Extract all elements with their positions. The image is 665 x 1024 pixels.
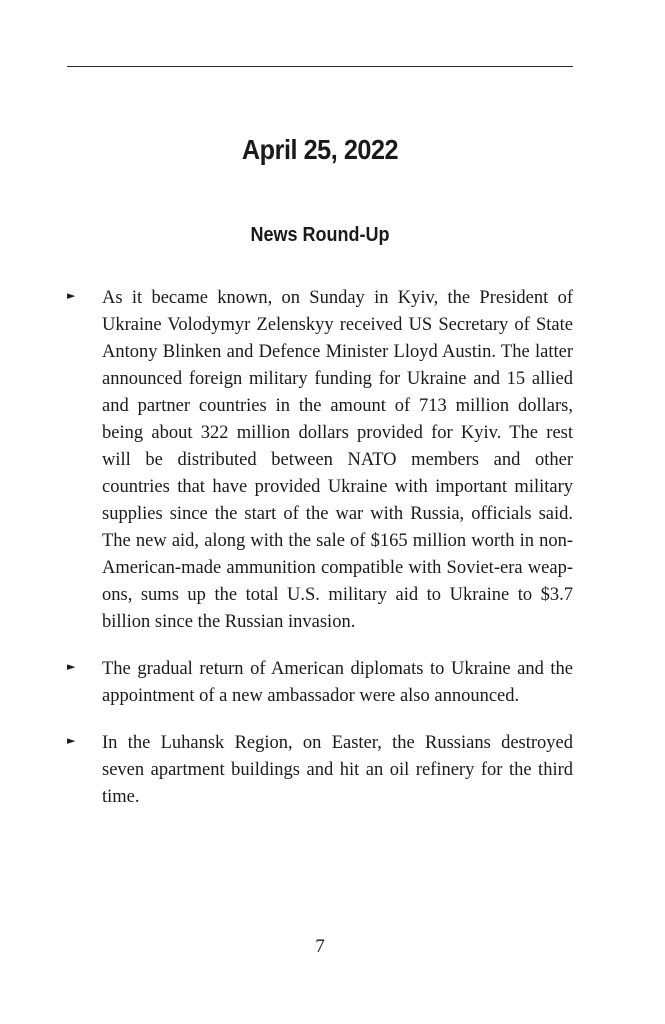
news-list (67, 285, 573, 831)
news-item-text: The gradual return of American diplomats to Ukraine and the appointment of a new ambassador were also announced. (102, 659, 573, 706)
page-number: 7 (315, 936, 325, 957)
header-rule (67, 66, 573, 67)
news-item-2 (67, 656, 573, 710)
news-item-text: In the Luhansk Region, on Easter, the Russians destroyed seven apartment buildings and hit an oil refinery for the third time. (102, 733, 573, 807)
bullet-arrow-icon: ► (67, 734, 76, 747)
news-item-1 (67, 285, 573, 636)
bullet-arrow-icon: ► (67, 660, 76, 673)
bullet-arrow-icon: ► (67, 289, 76, 302)
news-item-3 (67, 730, 573, 811)
news-item-text: As it became known, on Sunday in Kyiv, the President of Ukraine Volodymyr Zelenskyy received US Secretary of State Antony Blinken and Defence Minister Lloyd Austin. The latter announced foreign military funding for Ukraine and 15 allied and partner countries in the amount of 713 million dollars, being about 322 million dollars provided for Kyiv. The rest will be distributed between NATO members and other countries that have provided Ukraine with important military supplies since the start of the war with Russia, officials said. The new aid, along with the sale of $165 million worth in non-American-made ammunition compatible with Soviet-era weapons, sums up the total U.S. military aid to Ukraine to $3.7 billion since the Russian invasion. (102, 288, 573, 632)
page-title: April 25, 2022 (241, 134, 399, 165)
section-heading: News Round-Up (250, 224, 390, 246)
